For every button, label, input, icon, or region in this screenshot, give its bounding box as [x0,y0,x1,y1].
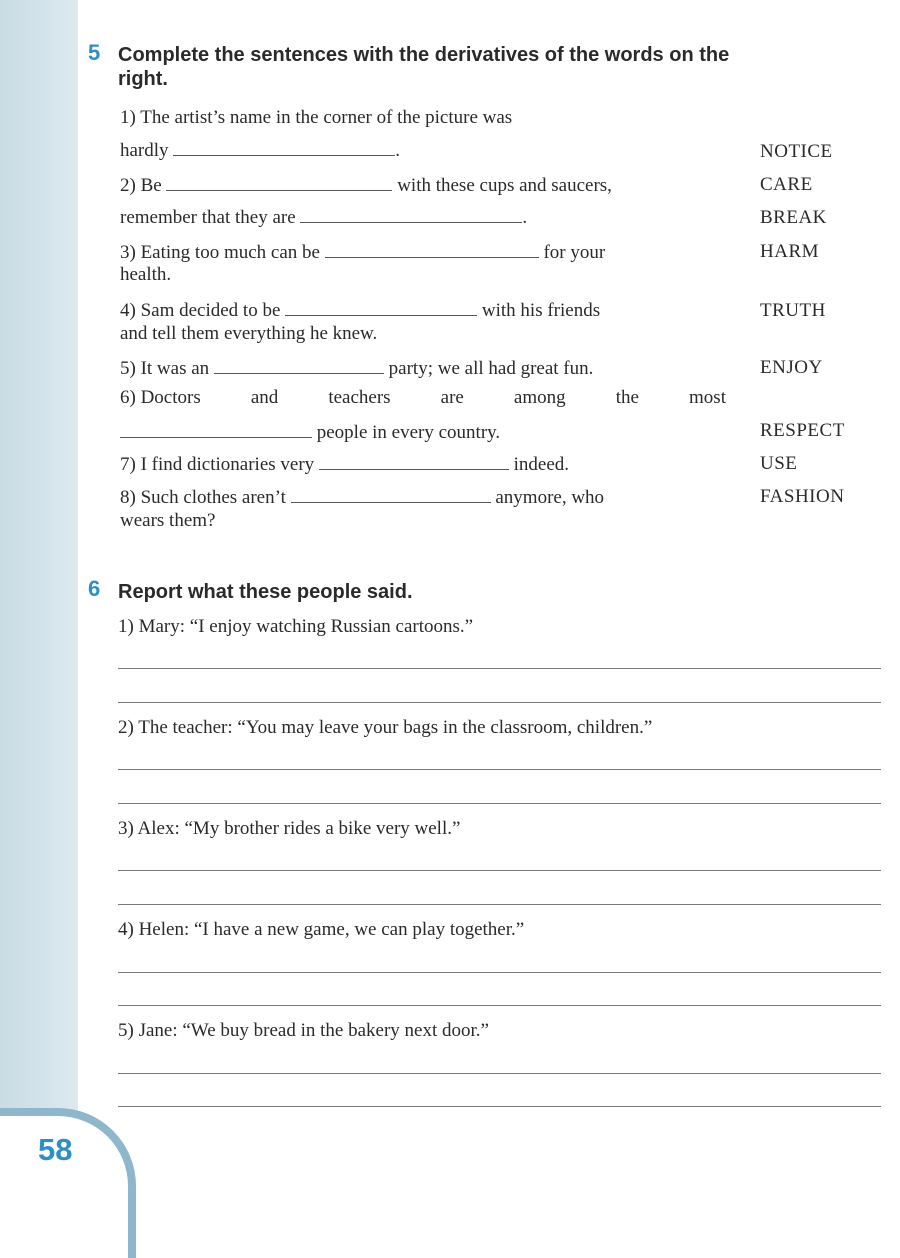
sentence-6-line-2 [120,420,500,445]
sentence-8-blank[interactable] [291,485,491,503]
sentence-7-line [120,452,569,477]
sentence-4-line-1 [120,298,600,323]
answer-line[interactable] [118,1106,881,1107]
sentence-6-word: the [615,387,639,408]
sentence-2-line-2 [120,205,527,230]
page-number-tab [0,1108,136,1258]
sentence-6-word: among [513,387,566,408]
sentence-1-text-2: hardly [120,140,169,161]
sentence-3-post: for your [543,242,606,263]
sentence-1-blank[interactable] [173,138,395,156]
answer-line[interactable] [118,972,881,973]
report-item-2: 2) The teacher: “You may leave your bags in the classroom, children.” [118,717,653,738]
exercise-5-instruction-line-2: right. [118,68,168,90]
report-item-4: 4) Helen: “I have a new game, we can play together.” [118,919,525,940]
exercise-5-instruction-line-1: Complete the sentences with the derivatives of the words on the [118,44,730,66]
sentence-2-end: . [522,207,528,228]
sentence-6-post: people in every country. [316,422,501,443]
sentence-2-line-1 [120,173,612,198]
answer-line[interactable] [118,904,881,905]
exercise-6-number: 6 [88,576,101,601]
keyword-fashion: FASHION [760,486,845,507]
report-item-3: 3) Alex: “My brother rides a bike very well.” [118,818,461,839]
page-margin-band [0,0,78,1200]
sentence-3-line-1 [120,240,605,265]
sentence-8-line-2: wears them? [120,510,216,531]
sentence-7-post: indeed. [513,454,570,475]
answer-line[interactable] [118,702,881,703]
sentence-2-text-2: remember that they are [120,207,296,228]
sentence-4-post: with his friends [481,300,601,321]
sentence-5-blank[interactable] [214,356,384,374]
keyword-break: BREAK [760,207,827,228]
sentence-6-blank[interactable] [120,420,312,438]
sentence-6-word: are [440,387,464,408]
sentence-1-text: 1) The artist’s name in the corner of the picture was [120,107,513,128]
exercise-5-number: 5 [88,40,101,65]
answer-line[interactable] [118,803,881,804]
sentence-6-word: 6) Doctors [120,387,201,408]
sentence-1-line-1 [120,106,726,130]
sentence-4-line-2: and tell them everything he knew. [120,323,378,344]
sentence-8-post: anymore, who [495,487,605,508]
sentence-1-end: . [395,140,401,161]
answer-line[interactable] [118,1005,881,1006]
exercise-6-instruction: Report what these people said. [118,581,413,603]
sentence-8-line-1 [120,485,604,510]
sentence-6-word: and [250,387,279,408]
answer-line[interactable] [118,1073,881,1074]
keyword-care: CARE [760,174,813,195]
sentence-6-word: teachers [328,387,391,408]
answer-line[interactable] [118,769,881,770]
sentence-4-blank[interactable] [285,298,477,316]
sentence-4-pre: 4) Sam decided to be [120,300,281,321]
sentence-7-blank[interactable] [319,452,509,470]
sentence-3-line-2: health. [120,264,172,285]
page-number: 58 [38,1132,73,1167]
sentence-3-pre: 3) Eating too much can be [120,242,320,263]
sentence-2-blank-1[interactable] [166,173,392,191]
sentence-2-post: with these cups and saucers, [397,175,612,196]
answer-line[interactable] [118,668,881,669]
keyword-harm: HARM [760,241,820,262]
sentence-1-line-2 [120,138,400,163]
report-item-1: 1) Mary: “I enjoy watching Russian cartoons.” [118,616,474,637]
keyword-respect: RESPECT [760,420,845,441]
sentence-2-pre: 2) Be [120,175,162,196]
sentence-8-pre: 8) Such clothes aren’t [120,487,286,508]
sentence-7-pre: 7) I find dictionaries very [120,454,315,475]
sentence-5-pre: 5) It was an [120,358,210,379]
keyword-enjoy: ENJOY [760,357,823,378]
report-item-5: 5) Jane: “We buy bread in the bakery next door.” [118,1020,489,1041]
sentence-3-blank[interactable] [325,240,539,258]
sentence-6-word: most [689,387,726,408]
sentence-5-line [120,356,593,381]
sentence-5-post: party; we all had great fun. [388,358,594,379]
keyword-notice: NOTICE [760,141,833,162]
sentence-6-line-1 [120,386,726,410]
keyword-truth: TRUTH [760,300,826,321]
sentence-2-blank-2[interactable] [300,205,522,223]
keyword-use: USE [760,453,798,474]
answer-line[interactable] [118,870,881,871]
